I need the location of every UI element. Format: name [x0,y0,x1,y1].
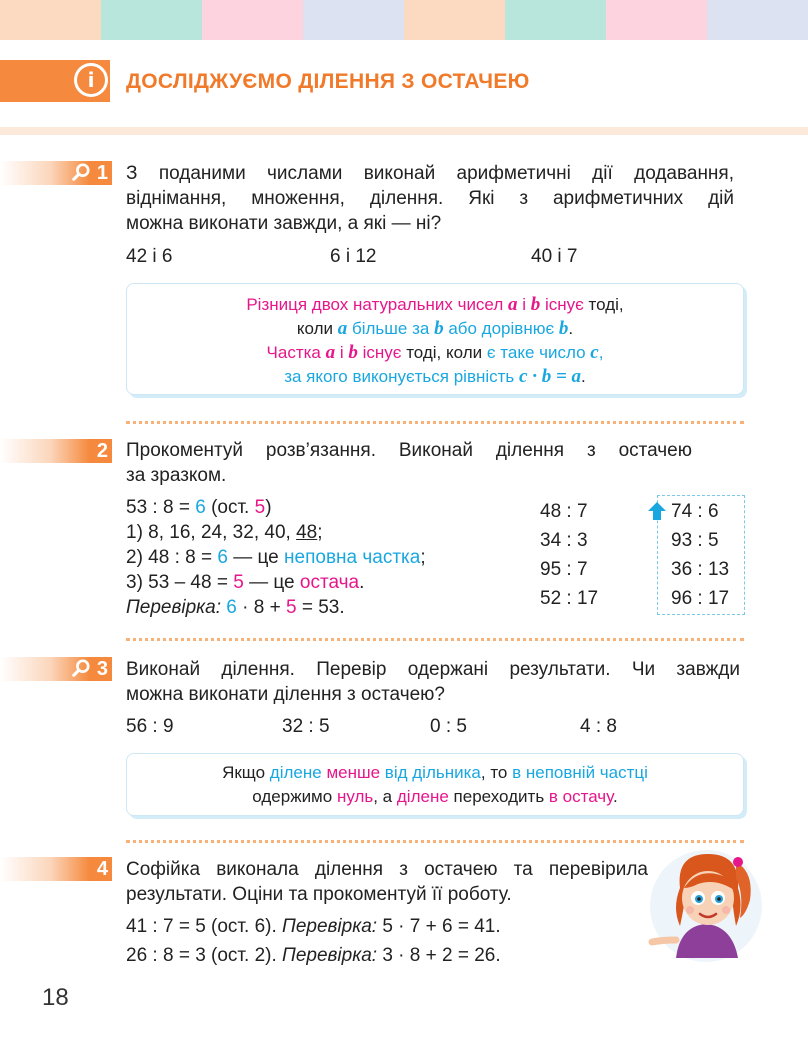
task-3-text-line: можна виконати ділення з остачею? [126,684,445,705]
task-3-tag [0,657,112,681]
exercise-item: 0 : 5 [430,716,467,737]
task-2-tag [0,439,112,463]
arrow-up-icon [647,501,667,521]
girl-illustration [646,848,762,968]
dotted-divider [126,421,744,424]
header-divider [0,127,808,135]
exercise-item: 32 : 5 [282,716,330,737]
rule-line: одержимо нуль, а ділене переходить в остачу. [252,787,618,806]
rule-line: коли a більше за b або дорівнює b. [296,318,574,339]
student-solution: 41 : 7 = 5 (ост. 6). Перевірка: 5 · 7 + 6 = 41. [126,916,501,937]
rule-line: Частка a і b існує тоді, коли є таке число c, [266,342,604,363]
exercise-item: 95 : 7 [540,559,588,580]
exercise-item: 4 : 8 [580,716,617,737]
number-pair: 42 і 6 [126,246,173,267]
dotted-divider [126,638,744,641]
example-step: 2) 48 : 8 = 6 — це неповна частка; [126,547,426,568]
task-2-text-line: Прокоментуй розв’язання. Виконай ділення з остачею [126,440,692,461]
rule-box-1 [126,283,744,395]
rule-line: за якого виконується рівність c · b = a. [284,366,586,387]
task-4-text-line: результати. Оціни та прокоментуй її роботу. [126,884,512,905]
exercise-item: 52 : 17 [540,588,599,609]
magnifier-icon [72,659,90,677]
rule-box-2 [126,753,744,816]
task-number: 3 [96,658,108,680]
task-1-text-line: віднімання, множення, ділення. Які з арифметичних дій [126,188,734,209]
exercise-item: 96 : 17 [671,588,730,609]
exercise-item: 74 : 6 [671,501,719,522]
task-1-text-line: З поданими числами виконай арифметичні дії додавання, [126,163,734,184]
task-2-text-line: за зразком. [126,465,227,486]
rule-line: Якщо ділене менше від дільника, то в неповній частці [222,763,648,782]
task-1-tag [0,161,112,185]
exercise-item: 56 : 9 [126,716,174,737]
number-pair: 6 і 12 [330,246,377,267]
exercise-item: 93 : 5 [671,530,719,551]
example-step: 1) 8, 16, 24, 32, 40, 48; [126,522,323,543]
magnifier-icon [72,163,90,181]
page-title: ДОСЛІДЖУЄМО ДІЛЕННЯ З ОСТАЧЕЮ [126,70,530,93]
number-pair: 40 і 7 [531,246,578,267]
exercise-item: 48 : 7 [540,501,588,522]
task-4-text-line: Софійка виконала ділення з остачею та перевірила [126,859,648,880]
task-number: 2 [96,440,108,462]
dotted-divider [126,840,744,843]
task-3-text-line: Виконай ділення. Перевір одержані результати. Чи завжди [126,659,740,680]
student-solution: 26 : 8 = 3 (ост. 2). Перевірка: 3 · 8 + 2 = 26. [126,945,501,966]
exercise-item: 34 : 3 [540,530,588,551]
rule-line: Різниця двох натуральних чисел a і b існує тоді, [246,294,624,315]
example-check: Перевірка: 6 · 8 + 5 = 53. [126,597,345,618]
task-4-tag [0,857,112,881]
page-number: 18 [42,984,69,1011]
example-head: 53 : 8 = 6 (ост. 5) [126,497,272,518]
exercise-item: 36 : 13 [671,559,730,580]
task-number: 1 [96,162,108,184]
task-number: 4 [96,858,108,880]
task-1-text-line: можна виконати завжди, а які — ні? [126,213,442,234]
example-step: 3) 53 – 48 = 5 — це остача. [126,572,365,593]
header-stripes [0,0,808,40]
info-icon: i [74,63,108,97]
